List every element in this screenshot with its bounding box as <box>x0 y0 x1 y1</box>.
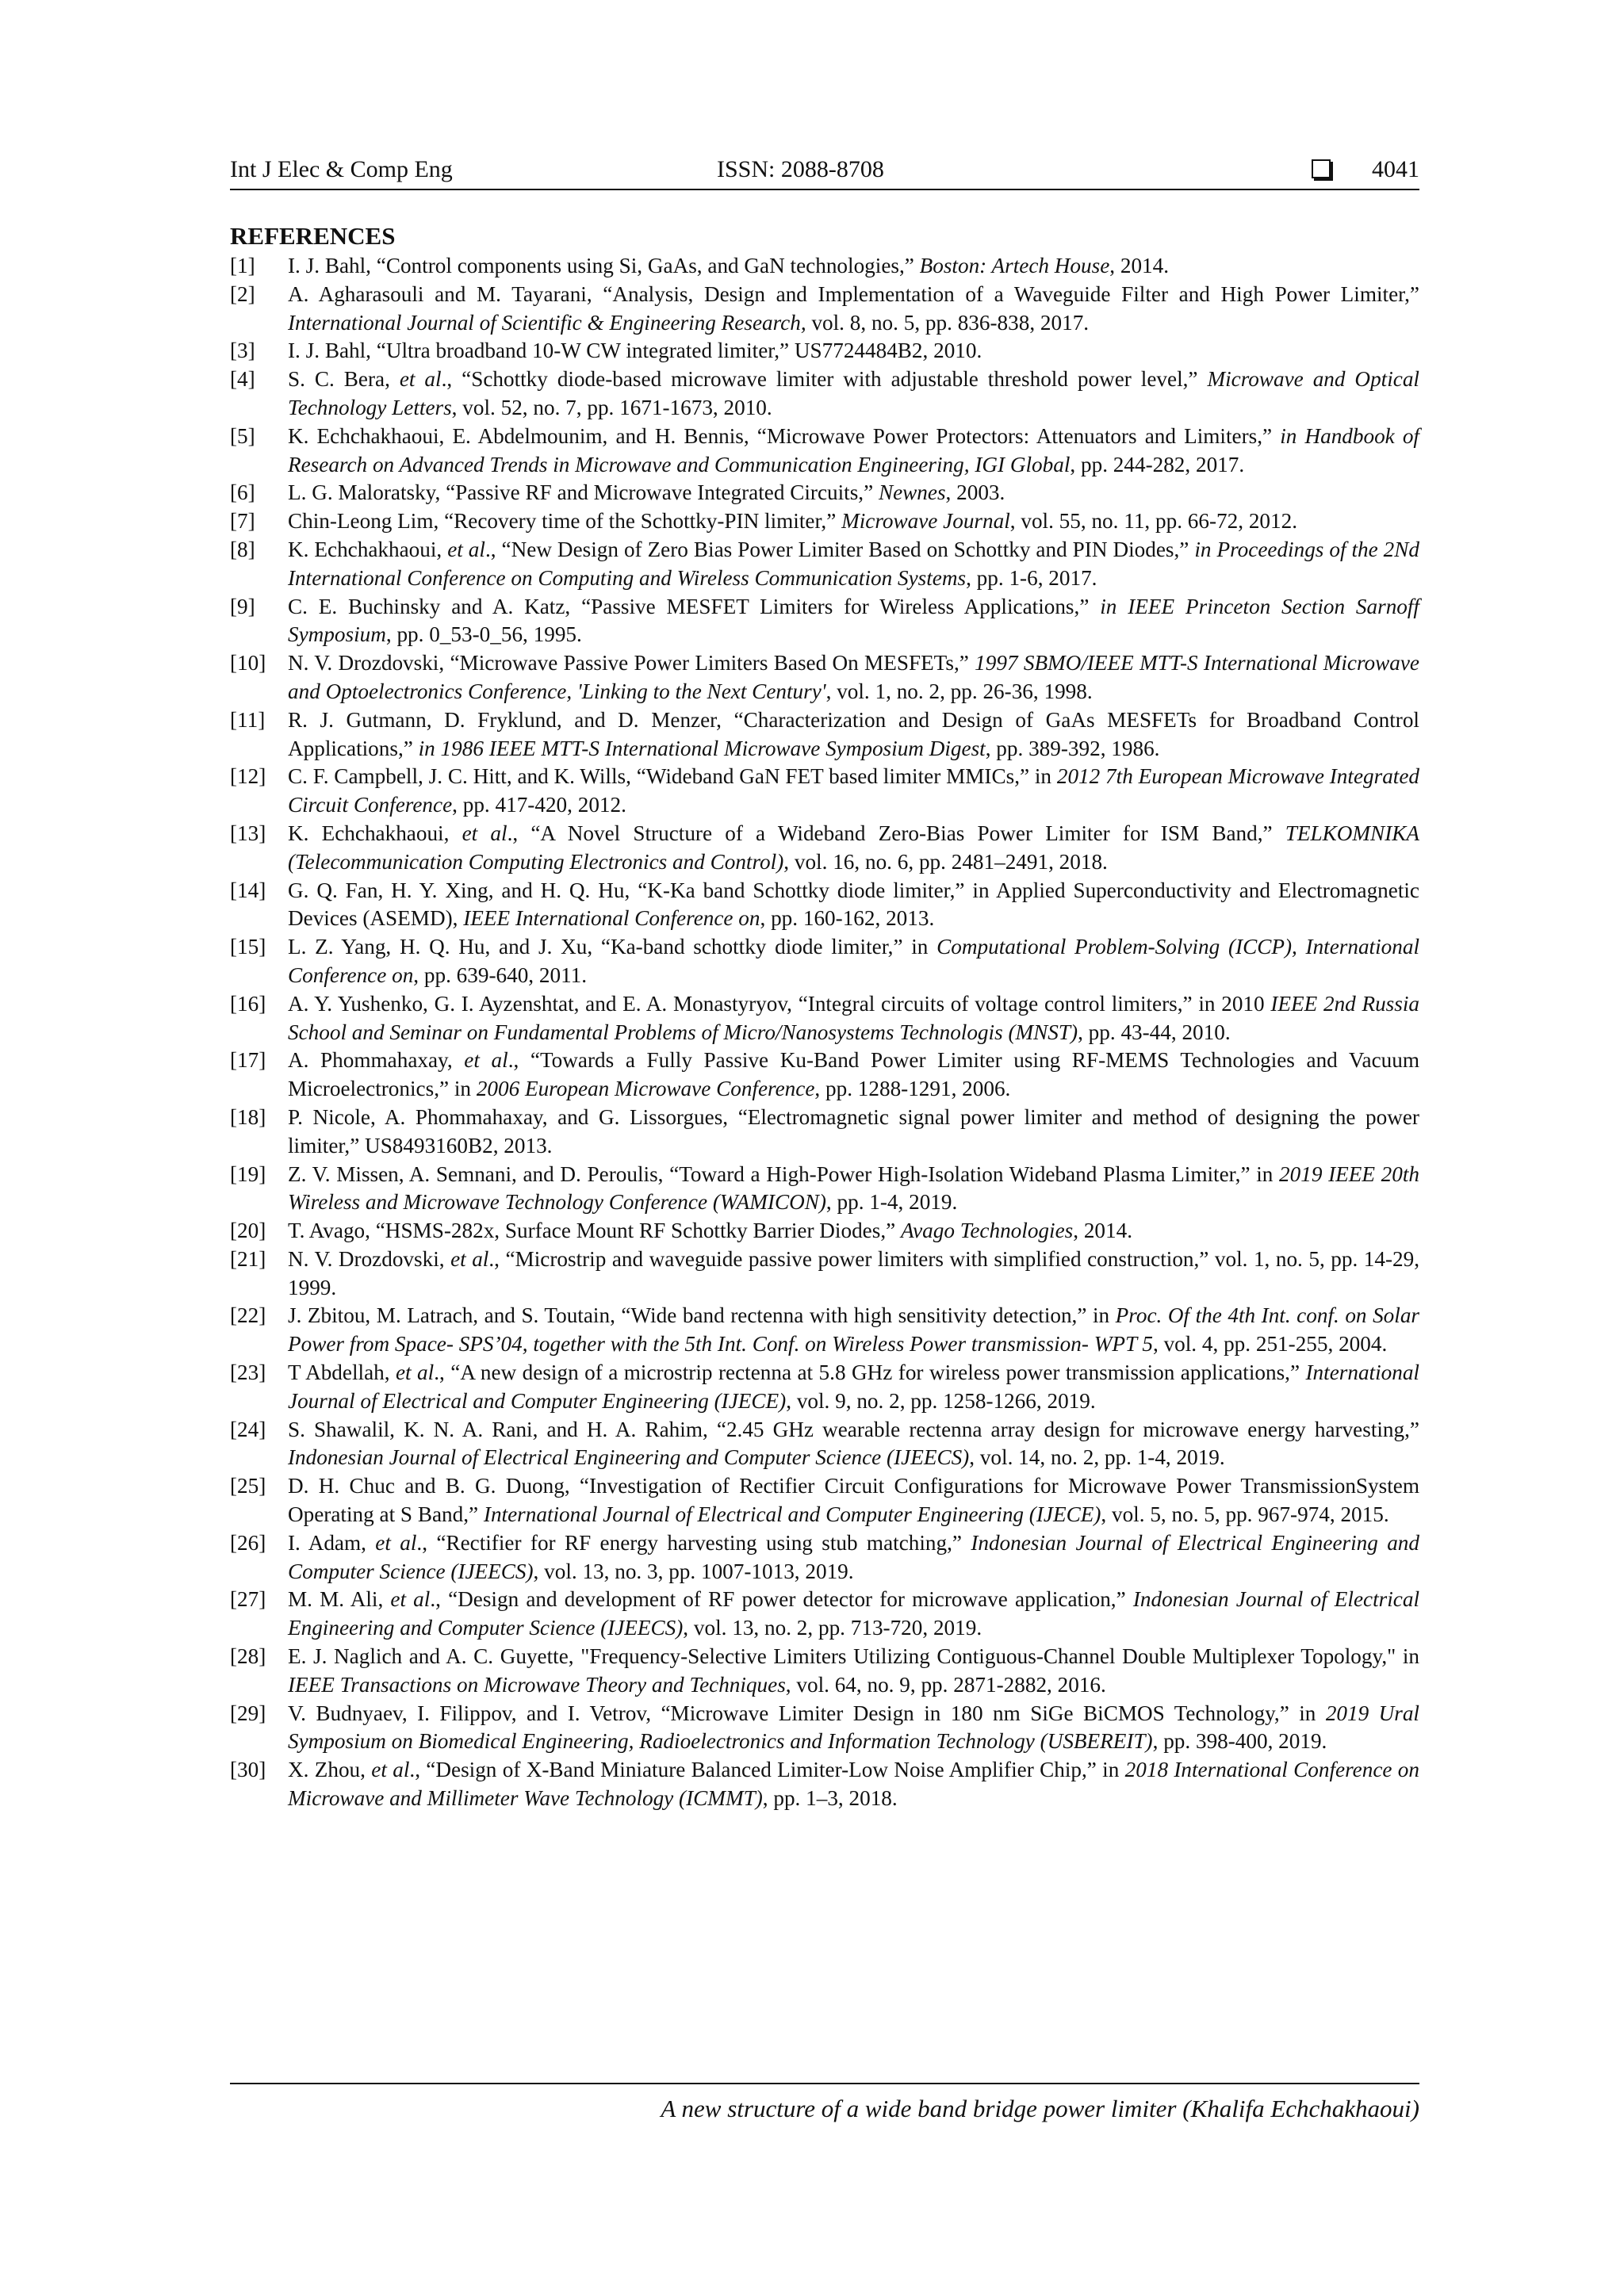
reference-text: ., “Microstrip and waveguide passive power limiters with simplified construction,” vol. 1, no. 5, pp. 14-29, 1999. <box>288 1246 1419 1299</box>
reference-text: X. Zhou, <box>288 1758 372 1782</box>
reference-source: Indonesian Journal of Electrical Engineering and Computer Science (IJEECS) <box>288 1587 1419 1640</box>
reference-text: , vol. 1, no. 2, pp. 26-36, 1998. <box>825 679 1093 703</box>
reference-text: Z. V. Missen, A. Semnani, and D. Peroulis, “Toward a High-Power High-Isolation Wideband Plasma Limiter,” in <box>288 1161 1280 1186</box>
reference-source: et al <box>464 1048 508 1073</box>
reference-number: [18] <box>230 1104 266 1129</box>
reference-source: in Proceedings of the 2Nd International Conference on Computing and Wireless Communication Systems <box>288 537 1420 590</box>
reference-source: IEEE 2nd Russia School and Seminar on Fundamental Problems of Micro/Nanosystems Technologis (MNST) <box>288 991 1419 1044</box>
reference-text: P. Nicole, A. Phommahaxay, and G. Lissorgues, “Electromagnetic signal power limiter and method of designing the power limiter,” US8493160B2, 2013. <box>288 1104 1419 1158</box>
reference-number: [17] <box>230 1048 266 1073</box>
reference-text: ., “Design and development of RF power detector for microwave application,” <box>430 1587 1133 1612</box>
section-title: REFERENCES <box>230 222 396 250</box>
reference-list <box>230 252 1419 1813</box>
reference-text: A. Phommahaxay, <box>288 1048 465 1073</box>
reference-number: [27] <box>230 1587 266 1612</box>
reference-source: in IEEE Princeton Section Sarnoff Symposium <box>288 594 1419 647</box>
reference-number: [29] <box>230 1701 266 1725</box>
reference-text: , pp. 389-392, 1986. <box>985 736 1160 760</box>
reference-source: et al <box>447 537 485 561</box>
reference-text: ., “Design of X-Band Miniature Balanced Limiter-Low Noise Amplifier Chip,” in <box>409 1758 1125 1782</box>
reference-item <box>230 706 1419 763</box>
reference-number: [8] <box>230 537 255 561</box>
reference-item <box>230 337 1419 365</box>
reference-source: et al <box>399 367 442 392</box>
reference-number: [4] <box>230 367 255 392</box>
running-title: A new structure of a wide band bridge power limiter (Khalifa Echchakhaoui) <box>661 2095 1419 2122</box>
reference-text: , pp. 1288-1291, 2006. <box>814 1077 1011 1101</box>
reference-number: [16] <box>230 991 266 1016</box>
reference-source: Computational Problem-Solving (ICCP), International Conference on <box>288 935 1420 987</box>
reference-text: M. M. Ali, <box>288 1587 391 1612</box>
reference-text: C. F. Campbell, J. C. Hitt, and K. Wills, “Wideband GaN FET based limiter MMICs,” in <box>288 764 1057 789</box>
reference-item <box>230 479 1419 507</box>
reference-text: , pp. 244-282, 2017. <box>1070 452 1245 476</box>
reference-item <box>230 1416 1419 1473</box>
reference-source: 2018 International Conference on Microwave and Millimeter Wave Technology (ICMMT) <box>288 1758 1419 1811</box>
reference-item <box>230 1104 1419 1161</box>
reference-text: , vol. 64, no. 9, pp. 2871-2882, 2016. <box>785 1672 1106 1697</box>
reference-text: , pp. 639-640, 2011. <box>413 962 588 987</box>
reference-source: International Journal of Electrical and Computer Engineering (IJECE) <box>288 1360 1419 1413</box>
reference-item <box>230 281 1419 338</box>
reference-number: [14] <box>230 878 266 902</box>
reference-item <box>230 593 1419 650</box>
issn: ISSN: 2088-8708 <box>717 156 884 182</box>
reference-source: International Journal of Scientific & Engineering Research, <box>288 310 806 335</box>
reference-source: 1997 SBMO/IEEE MTT-S International Microwave and Optoelectronics Conference, 'Linking to the Next Century' <box>288 651 1419 703</box>
reference-source: et al <box>462 821 508 845</box>
reference-item <box>230 1472 1419 1529</box>
page-number: 4041 <box>1372 156 1419 182</box>
reference-text: ., “Schottky diode-based microwave limiter with adjustable threshold power level,” <box>441 367 1208 392</box>
reference-text: ., “A Novel Structure of a Wideband Zero-Bias Power Limiter for ISM Band,” <box>507 821 1285 845</box>
reference-number: [3] <box>230 339 255 363</box>
reference-text: Chin-Leong Lim, “Recovery time of the Schottky-PIN limiter,” <box>288 509 842 534</box>
reference-number: [5] <box>230 423 255 448</box>
reference-source: IEEE Transactions on Microwave Theory and Techniques <box>288 1672 786 1697</box>
reference-text: , 2014. <box>1073 1219 1132 1243</box>
reference-text: , pp. 160-162, 2013. <box>760 906 935 931</box>
reference-number: [24] <box>230 1417 266 1441</box>
reference-source: Indonesian Journal of Electrical Engineering and Computer Science (IJEECS) <box>288 1530 1419 1583</box>
reference-number: [23] <box>230 1360 266 1385</box>
reference-item <box>230 365 1419 423</box>
reference-text: V. Budnyaev, I. Filippov, and I. Vetrov, “Microwave Limiter Design in 180 nm SiGe BiCMOS Technology,” in <box>288 1701 1326 1725</box>
reference-number: [6] <box>230 480 255 505</box>
reference-text: L. G. Maloratsky, “Passive RF and Microwave Integrated Circuits,” <box>288 480 879 505</box>
reference-number: [12] <box>230 764 266 789</box>
reference-source: et al <box>375 1530 417 1555</box>
reference-number: [13] <box>230 821 266 845</box>
square-box-icon <box>1312 159 1331 178</box>
reference-source: Boston: Artech House <box>919 254 1110 277</box>
reference-item <box>230 1756 1419 1813</box>
reference-text: ., “Rectifier for RF energy harvesting using stub matching,” <box>416 1530 971 1555</box>
reference-item <box>230 536 1419 593</box>
reference-source: 2019 Ural Symposium on Biomedical Engineering, Radioelectronics and Information Technology (USBEREIT) <box>288 1701 1419 1754</box>
reference-item <box>230 1700 1419 1757</box>
reference-text: , vol. 13, no. 3, pp. 1007-1013, 2019. <box>533 1559 854 1583</box>
reference-text: C. E. Buchinsky and A. Katz, “Passive MESFET Limiters for Wireless Applications,” <box>288 594 1101 618</box>
reference-item <box>230 1643 1419 1700</box>
reference-number: [2] <box>230 281 255 306</box>
reference-source: Avago Technologies <box>900 1219 1074 1243</box>
reference-source: TELKOMNIKA (Telecommunication Computing Electronics and Control) <box>288 821 1419 874</box>
reference-text: vol. 8, no. 5, pp. 836-838, 2017. <box>806 310 1090 335</box>
reference-item <box>230 990 1419 1047</box>
reference-item <box>230 507 1419 536</box>
footer-rule <box>230 2083 1419 2084</box>
reference-text: , pp. 1-6, 2017. <box>966 565 1097 590</box>
reference-source: International Journal of Electrical and Computer Engineering (IJECE) <box>483 1502 1101 1527</box>
reference-item <box>230 933 1419 990</box>
reference-text: , vol. 13, no. 2, pp. 713-720, 2019. <box>683 1616 982 1640</box>
reference-text: T Abdellah, <box>288 1360 396 1385</box>
reference-number: [9] <box>230 594 255 618</box>
reference-item <box>230 1529 1419 1586</box>
reference-source: in Handbook of Research on Advanced Trends in Microwave and Communication Engineering, IGI Global <box>288 423 1419 476</box>
reference-text: L. Z. Yang, H. Q. Hu, and J. Xu, “Ka-band schottky diode limiter,” in <box>288 935 937 959</box>
reference-text: , vol. 52, no. 7, pp. 1671-1673, 2010. <box>451 395 772 419</box>
reference-item <box>230 1586 1419 1643</box>
reference-number: [15] <box>230 935 266 959</box>
reference-text: , pp. 417-420, 2012. <box>452 793 626 817</box>
reference-item <box>230 1161 1419 1218</box>
reference-item <box>230 1047 1419 1104</box>
reference-text: J. Zbitou, M. Latrach, and S. Toutain, “Wide band rectenna with high sensitivity detection,” in <box>288 1303 1116 1328</box>
reference-text: A. Agharasouli and M. Tayarani, “Analysis, Design and Implementation of a Waveguide Filter and High Power Limiter,” <box>288 281 1419 306</box>
reference-number: [10] <box>230 651 266 675</box>
reference-source: et al <box>371 1758 410 1782</box>
reference-source: Microwave Journal <box>841 509 1010 534</box>
reference-text: R. J. Gutmann, D. Fryklund, and D. Menzer, “Characterization and Design of GaAs MESFETs for Broadband Control Applications,” <box>288 707 1419 760</box>
reference-item <box>230 252 1419 281</box>
reference-text: S. C. Bera, <box>288 367 400 392</box>
reference-text: I. J. Bahl, “Ultra broadband 10-W CW integrated limiter,” US7724484B2, 2010. <box>288 339 982 363</box>
reference-text: , pp. 0_53-0_56, 1995. <box>385 622 582 647</box>
reference-text: ., “New Design of Zero Bias Power Limiter Based on Schottky and PIN Diodes,” <box>485 537 1195 561</box>
reference-text: , vol. 5, no. 5, pp. 967-974, 2015. <box>1101 1502 1389 1527</box>
reference-text: I. Adam, <box>288 1530 376 1555</box>
page-header <box>230 152 1419 187</box>
reference-number: [30] <box>230 1758 266 1782</box>
reference-text: , vol. 55, no. 11, pp. 66-72, 2012. <box>1009 509 1297 534</box>
reference-number: [7] <box>230 509 255 534</box>
reference-text: , 2014. <box>1109 254 1170 277</box>
reference-item <box>230 1359 1419 1416</box>
reference-text: , vol. 4, pp. 251-255, 2004. <box>1152 1332 1388 1357</box>
reference-text: , pp. 398-400, 2019. <box>1152 1729 1327 1754</box>
reference-text: ., “A new design of a microstrip rectenna at 5.8 GHz for wireless power transmission applications,” <box>434 1360 1306 1385</box>
reference-number: [21] <box>230 1246 266 1271</box>
reference-text: I. J. Bahl, “Control components using Si, GaAs, and GaN technologies,” <box>288 254 920 277</box>
reference-number: [1] <box>230 254 255 277</box>
reference-source: et al <box>450 1246 489 1271</box>
reference-text: , vol. 14, no. 2, pp. 1-4, 2019. <box>969 1445 1225 1470</box>
reference-text: K. Echchakhaoui, E. Abdelmounim, and H. Bennis, “Microwave Power Protectors: Attenuators and Limiters,” <box>288 423 1281 448</box>
reference-number: [25] <box>230 1474 266 1498</box>
reference-item <box>230 1246 1419 1303</box>
reference-text: , vol. 9, no. 2, pp. 1258-1266, 2019. <box>786 1388 1096 1413</box>
reference-text: T. Avago, “HSMS-282x, Surface Mount RF Schottky Barrier Diodes,” <box>288 1219 901 1243</box>
reference-text: ., “Towards a Fully Passive Ku-Band Power Limiter using RF-MEMS Technologies and Vacuum Microelectronics,” in <box>288 1048 1419 1101</box>
reference-text: , pp. 1-4, 2019. <box>825 1190 958 1215</box>
reference-source: Indonesian Journal of Electrical Engineering and Computer Science (IJEECS) <box>288 1445 970 1470</box>
reference-source: 2012 7th European Microwave Integrated Circuit Conference <box>288 764 1420 817</box>
reference-text: , pp. 1–3, 2018. <box>762 1786 898 1811</box>
reference-source: Newnes <box>878 480 946 505</box>
reference-text: S. Shawalil, K. N. A. Rani, and H. A. Rahim, “2.45 GHz wearable rectenna array design for microwave energy harvesting,” <box>288 1417 1419 1441</box>
reference-source: Microwave and Optical Technology Letters <box>288 367 1419 419</box>
reference-source: et al <box>395 1360 435 1385</box>
reference-item <box>230 423 1419 480</box>
reference-number: [22] <box>230 1303 266 1328</box>
reference-text: G. Q. Fan, H. Y. Xing, and H. Q. Hu, “K-Ka band Schottky diode limiter,” in Applied Superconductivity and Electromagnetic Devices (ASEMD), <box>288 878 1419 931</box>
reference-text: , 2003. <box>945 480 1005 505</box>
reference-source: in 1986 IEEE MTT-S International Microwave Symposium Digest <box>418 736 986 760</box>
reference-item <box>230 1302 1419 1359</box>
header-rule <box>230 189 1419 190</box>
reference-source: 2006 European Microwave Conference <box>476 1077 815 1101</box>
reference-number: [19] <box>230 1161 266 1186</box>
reference-number: [26] <box>230 1530 266 1555</box>
reference-item <box>230 763 1419 820</box>
reference-number: [28] <box>230 1644 266 1669</box>
reference-text: N. V. Drozdovski, <box>288 1246 451 1271</box>
reference-text: K. Echchakhaoui, <box>288 537 448 561</box>
reference-item <box>230 1217 1419 1246</box>
reference-text: E. J. Naglich and A. C. Guyette, "Frequency-Selective Limiters Utilizing Contiguous-Channel Double Multiplexer Topology," in <box>288 1644 1419 1669</box>
reference-item <box>230 820 1419 877</box>
reference-text: , pp. 43-44, 2010. <box>1078 1020 1231 1044</box>
reference-text: N. V. Drozdovski, “Microwave Passive Power Limiters Based On MESFETs,” <box>288 651 975 675</box>
reference-text: K. Echchakhaoui, <box>288 821 462 845</box>
reference-text: , vol. 16, no. 6, pp. 2481–2491, 2018. <box>783 849 1108 874</box>
reference-source: IEEE International Conference on <box>463 906 760 931</box>
reference-number: [20] <box>230 1219 266 1243</box>
journal-name: Int J Elec & Comp Eng <box>230 156 453 182</box>
reference-source: et al <box>390 1587 431 1612</box>
reference-text: D. H. Chuc and B. G. Duong, “Investigation of Rectifier Circuit Configurations for Microwave Power TransmissionSystem Operating at S Band,” <box>288 1474 1419 1527</box>
reference-text: A. Y. Yushenko, G. I. Ayzenshtat, and E. A. Monastyryov, “Integral circuits of voltage control limiters,” in 2010 <box>288 991 1271 1016</box>
reference-number: [11] <box>230 707 266 732</box>
reference-source: 2019 IEEE 20th Wireless and Microwave Technology Conference (WAMICON) <box>288 1161 1419 1215</box>
reference-item <box>230 649 1419 706</box>
reference-source: Proc. Of the 4th Int. conf. on Solar Power from Space- SPS’04, together with the 5th Int. Conf. on Wireless Power transmission- WPT 5 <box>288 1303 1419 1357</box>
reference-item <box>230 877 1419 934</box>
